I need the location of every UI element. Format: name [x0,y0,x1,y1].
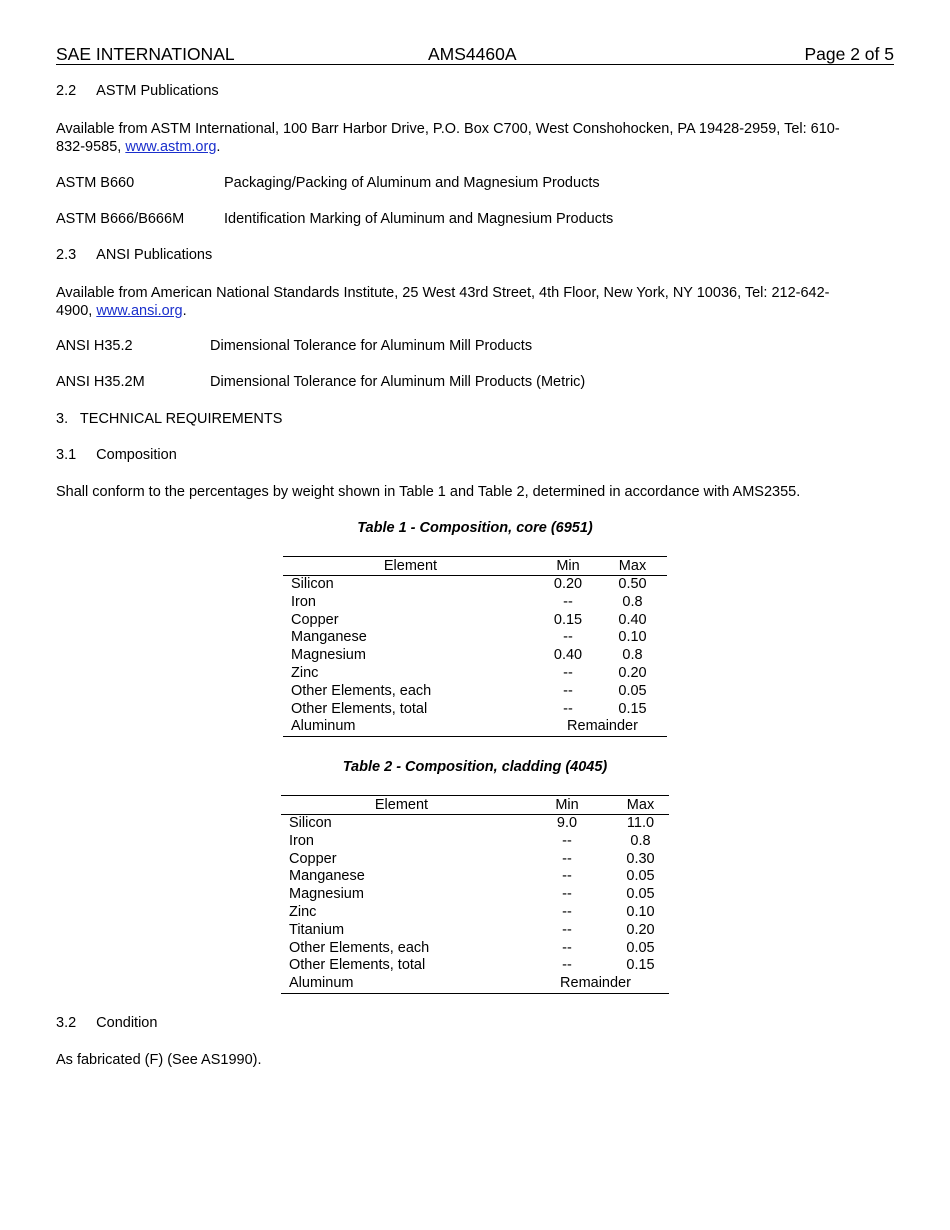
table-row [281,815,669,833]
header-org: SAE INTERNATIONAL [56,44,235,64]
table-row [283,612,667,630]
table-row [281,904,669,922]
header-doc-number: AMS4460A [428,44,517,64]
remainder-cell: Remainder [538,718,667,736]
max-cell: 0.15 [618,700,647,717]
reference-ansi-h35-2m [56,374,145,390]
reference-title: Identification Marking of Aluminum and Magnesium Products [224,211,614,227]
table-row [283,594,667,612]
section-title: ASTM Publications [96,83,219,99]
element-cell: Titanium [289,921,345,938]
element-cell: Aluminum [281,975,522,993]
column-header: Max [598,557,667,576]
composition-statement: Shall conform to the percentages by weight shown in Table 1 and Table 2, determined in accordance with AMS2355. [56,484,801,500]
header-page-number: Page 2 of 5 [804,44,894,64]
max-cell: 0.8 [630,832,651,849]
column-header: Min [522,796,612,815]
reference-astm-b666 [56,211,184,227]
table-row-aluminum [283,718,667,736]
table-row [283,665,667,683]
min-cell: -- [562,939,572,956]
remainder-cell: Remainder [522,975,669,993]
element-cell: Silicon [289,815,332,831]
min-cell: -- [563,593,573,610]
max-cell: 0.50 [618,576,647,592]
min-cell: -- [563,682,573,699]
table-header-row [281,796,669,815]
min-cell: -- [562,903,572,920]
min-cell: 0.40 [553,647,583,664]
reference-code: ASTM B666/B666M [56,211,185,227]
min-cell: -- [563,700,573,717]
table-row [281,868,669,886]
min-cell: -- [563,629,573,646]
element-cell: Magnesium [289,886,364,903]
max-cell: 11.0 [626,815,655,831]
max-cell: 0.40 [618,611,647,628]
ansi-availability: Available from American National Standards Institute, 25 West 43rd Street, 4th Floor, New York, NY 10036, Tel: 212-642- 4900, www.ansi.org. [56,285,830,319]
reference-title: Packaging/Packing of Aluminum and Magnesium Products [224,175,600,191]
table-row [281,886,669,904]
min-cell: 0.15 [553,611,583,628]
table-row [283,647,667,665]
table-row [281,833,669,851]
max-cell: 0.05 [618,682,647,699]
element-cell: Silicon [291,576,334,592]
section-3-2-heading [56,1015,157,1031]
page-header [56,44,894,65]
table-row [281,957,669,975]
max-cell: 0.05 [626,868,655,885]
element-cell: Magnesium [291,647,366,664]
ansi-link[interactable]: www.ansi.org [96,303,183,319]
column-header: Element [283,557,538,576]
table-row [281,940,669,958]
element-cell: Copper [289,850,337,867]
reference-code: ASTM B660 [56,175,135,191]
section-title: ANSI Publications [96,247,213,263]
element-cell: Iron [291,593,316,610]
section-title: Composition [96,447,177,463]
section-3-heading: 3. TECHNICAL REQUIREMENTS [56,411,283,427]
min-cell: 9.0 [556,815,578,831]
min-cell: -- [562,850,572,867]
min-cell: -- [562,832,572,849]
section-number: 3.1 [56,447,77,463]
table-2-cladding-composition [281,795,669,994]
max-cell: 0.30 [626,850,655,867]
section-number: 2.3 [56,247,77,263]
element-cell: Other Elements, total [291,700,428,717]
table-1-title: Table 1 - Composition, core (6951) [357,520,593,536]
max-cell: 0.10 [626,903,655,920]
reference-title: Dimensional Tolerance for Aluminum Mill Products [210,338,533,354]
max-cell: 0.8 [622,593,643,610]
section-3-1-heading [56,447,177,463]
min-cell: 0.20 [553,576,583,592]
section-number: 3.2 [56,1015,77,1031]
table-row [283,701,667,719]
reference-code: ANSI H35.2M [56,374,145,390]
reference-title: Dimensional Tolerance for Aluminum Mill Products (Metric) [210,374,586,390]
max-cell: 0.20 [618,664,647,681]
astm-availability: Available from ASTM International, 100 Barr Harbor Drive, P.O. Box C700, West Conshohocken, PA 19428-2959, Tel: 610- 832-9585, www.astm.org. [56,121,840,155]
condition-statement: As fabricated (F) (See AS1990). [56,1052,262,1068]
reference-code: ANSI H35.2 [56,338,133,354]
element-cell: Zinc [289,903,317,920]
table-1-core-composition [283,556,667,737]
element-cell: Other Elements, total [289,957,426,974]
table-row [281,851,669,869]
min-cell: -- [562,886,572,903]
max-cell: 0.20 [626,921,655,938]
table-row-aluminum [281,975,669,993]
column-header: Element [281,796,522,815]
max-cell: 0.05 [626,939,655,956]
element-cell: Manganese [291,629,367,646]
max-cell: 0.15 [626,957,655,974]
element-cell: Other Elements, each [289,939,430,956]
max-cell: 0.8 [622,647,643,664]
column-header: Min [538,557,598,576]
reference-astm-b660 [56,175,134,191]
reference-ansi-h35-2 [56,338,133,354]
column-header: Max [612,796,669,815]
table-header-row [283,557,667,576]
min-cell: -- [563,664,573,681]
section-number: 2.2 [56,83,77,99]
element-cell: Zinc [291,664,319,681]
table-2-title: Table 2 - Composition, cladding (4045) [342,759,608,775]
element-cell: Iron [289,832,314,849]
max-cell: 0.10 [618,629,647,646]
table-row [283,576,667,594]
element-cell: Other Elements, each [291,682,432,699]
min-cell: -- [562,957,572,974]
element-cell: Copper [291,611,339,628]
table-row [281,922,669,940]
section-2-2-heading [56,83,219,99]
astm-link[interactable]: www.astm.org [125,139,217,155]
section-2-3-heading [56,247,212,263]
element-cell: Aluminum [283,718,538,736]
section-title: Condition [96,1015,158,1031]
table-row [283,629,667,647]
max-cell: 0.05 [626,886,655,903]
min-cell: -- [562,921,572,938]
element-cell: Manganese [289,868,365,885]
table-row [283,683,667,701]
min-cell: -- [562,868,572,885]
